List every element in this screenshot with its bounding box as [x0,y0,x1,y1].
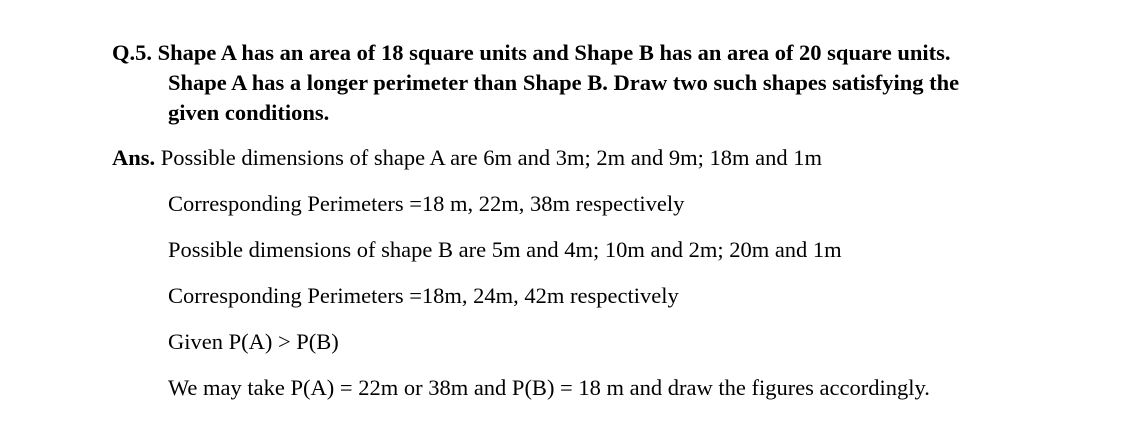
question-block [112,38,1072,128]
question-label: Q.5. [112,40,153,65]
answer-line-3: Possible dimensions of shape B are 5m and 4m; 10m and 2m; 20m and 1m [168,237,842,262]
answer-line-4: Corresponding Perimeters =18m, 24m, 42m respectively [168,283,679,308]
answer-line-1 [112,143,1072,173]
question-line-1 [112,38,1072,68]
question-line-2: Shape A has a longer perimeter than Shape B. Draw two such shapes satisfying the [168,70,960,95]
answer-line-5: Given P(A) > P(B) [168,329,339,354]
answer-line-2: Corresponding Perimeters =18 m, 22m, 38m respectively [168,191,685,216]
answer-line-6: We may take P(A) = 22m or 38m and P(B) = 18 m and draw the figures accordingly. [168,375,930,400]
question-line-3: given conditions. [168,100,330,125]
answer-text-1: Possible dimensions of shape A are 6m and 3m; 2m and 9m; 18m and 1m [160,145,822,170]
answer-label: Ans. [112,145,156,170]
question-text-1: Shape A has an area of 18 square units and Shape B has an area of 20 square units. [157,40,951,65]
answer-block [112,143,1072,403]
